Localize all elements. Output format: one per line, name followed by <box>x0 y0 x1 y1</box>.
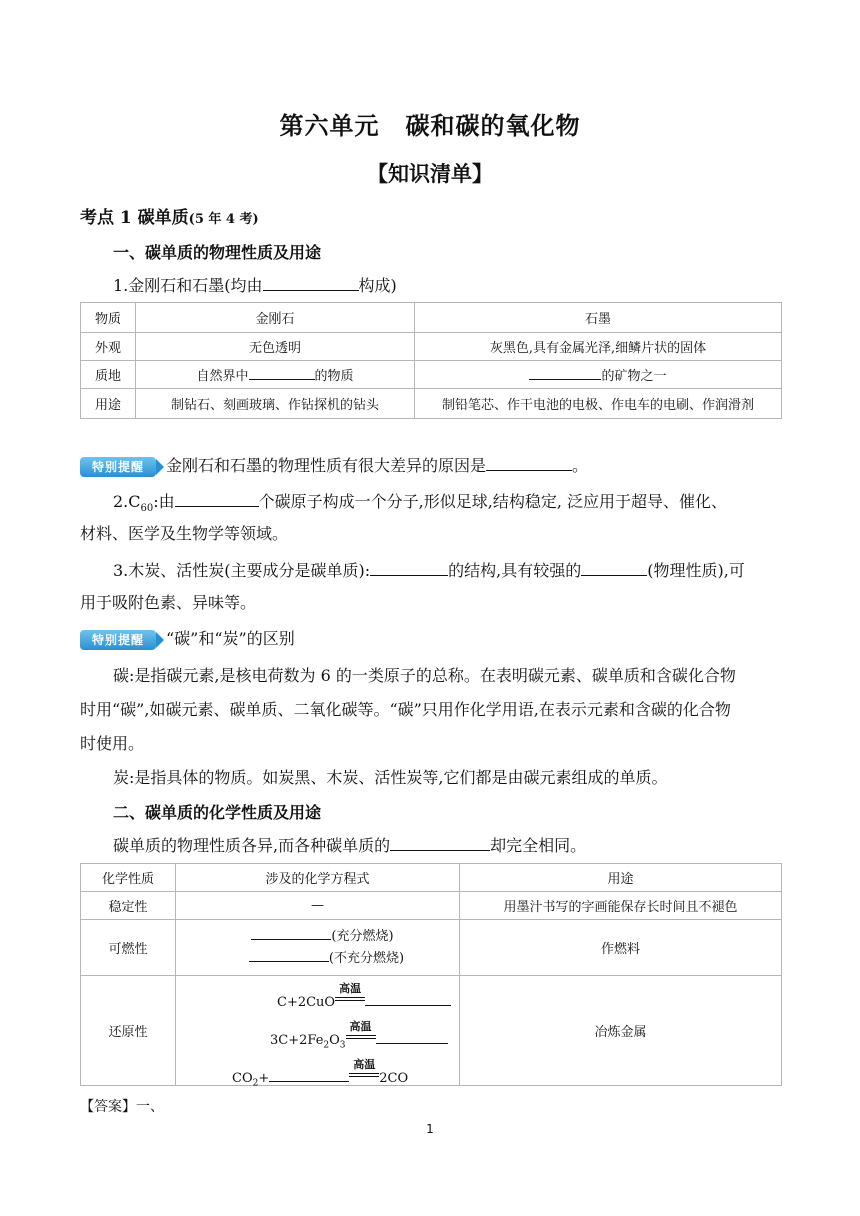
table-header: 用途 <box>460 864 782 892</box>
tan-line1: 碳:是指碳元素,是核电荷数为 6 的一类原子的总称。在表明碳元素、碳单质和含碳化合物 <box>113 666 736 685</box>
reduction-eq1: C+2CuO 高温 <box>277 992 451 1010</box>
item3-text: 3.木炭、活性炭(主要成分是碳单质): 的结构,具有较强的 (物理性质),可 <box>113 561 745 580</box>
unit-label: 第六单元 <box>279 111 380 140</box>
item3-line2: 用于吸附色素、异味等。 <box>80 593 257 612</box>
tip2: 特别提醒 “碳”和“炭”的区别 <box>80 623 295 654</box>
carbon-chemical-table <box>80 863 782 1086</box>
condition-mark: 高温 <box>346 1030 376 1044</box>
table-cell: (充分燃烧) (不充分燃烧) <box>176 920 460 976</box>
table-cell: 的矿物之一 <box>415 361 782 389</box>
exam-point-heading <box>80 203 259 228</box>
table-cell: — <box>176 892 460 920</box>
table-cell: 制铅笔芯、作干电池的电极、作电车的电刷、作润滑剂 <box>415 389 782 419</box>
exam-point-note: (5 年 4 考) <box>188 212 259 227</box>
tip-badge: 特别提醒 <box>80 457 156 477</box>
item2-text: $2.C_{60}$:由 个碳原子构成一个分子,形似足球,结构稳定, 泛应用于超导、催化、 <box>113 492 728 515</box>
item2-line2: 材料、医学及生物学等领域。 <box>80 524 289 543</box>
reduction-eq3: $CO_2+$ 高温 2CO <box>232 1058 409 1089</box>
condition-mark: 高温 <box>349 1068 379 1082</box>
section2-heading: 二、碳单质的化学性质及用途 <box>113 803 322 822</box>
condition-mark: 高温 <box>335 992 365 1006</box>
exam-point-label: 考点 1 碳单质 <box>80 208 189 228</box>
table-header: 涉及的化学方程式 <box>176 864 460 892</box>
page-number: 1 <box>426 1122 434 1136</box>
table-cell: 自然界中 的物质 <box>136 361 415 389</box>
table-cell: 冶炼金属 <box>460 976 782 1086</box>
page-title <box>0 106 860 141</box>
table-header: 化学性质 <box>81 864 176 892</box>
table-cell: 稳定性 <box>81 892 176 920</box>
section1-heading: 一、碳单质的物理性质及用途 <box>113 243 322 262</box>
tip-badge: 特别提醒 <box>80 630 156 650</box>
table-cell: 作燃料 <box>460 920 782 976</box>
carbon-physical-table <box>80 302 782 419</box>
tan-line2: 时用“碳”,如碳元素、碳单质、二氧化碳等。“碳”只用作化学用语,在表示元素和含碳的化合物 <box>80 700 731 719</box>
item1-text: 1.金刚石和石墨(均由 构成) <box>113 276 397 295</box>
answer-label: 【答案】一、 <box>80 1099 164 1115</box>
table-cell: 用墨汁书写的字画能保存长时间且不褪色 <box>460 892 782 920</box>
table-cell: 制钻石、刻画玻璃、作钻探机的钻头 <box>136 389 415 419</box>
table-header: 物质 <box>81 303 136 333</box>
table-cell: 可燃性 <box>81 920 176 976</box>
unit-topic: 碳和碳的氧化物 <box>405 111 581 140</box>
section2-intro: 碳单质的物理性质各异,而各种碳单质的 却完全相同。 <box>113 836 587 855</box>
table-cell: 质地 <box>81 361 136 389</box>
table-cell: 无色透明 <box>136 333 415 361</box>
section-subtitle: 【知识清单】 <box>367 161 493 186</box>
table-cell: 灰黑色,具有金属光泽,细鳞片状的固体 <box>415 333 782 361</box>
reduction-eq2: $3C+2Fe_2O_3$ 高温 <box>270 1030 448 1051</box>
tan2-line: 炭:是指具体的物质。如炭黑、木炭、活性炭等,它们都是由碳元素组成的单质。 <box>113 768 668 787</box>
tip1: 特别提醒 金刚石和石墨的物理性质有很大差异的原因是 。 <box>80 450 588 481</box>
table-cell: 外观 <box>81 333 136 361</box>
blank <box>263 274 359 291</box>
table-header: 石墨 <box>415 303 782 333</box>
table-cell: 还原性 <box>81 976 176 1086</box>
table-cell: 用途 <box>81 389 136 419</box>
table-header: 金刚石 <box>136 303 415 333</box>
tan-line3: 时使用。 <box>80 734 145 753</box>
